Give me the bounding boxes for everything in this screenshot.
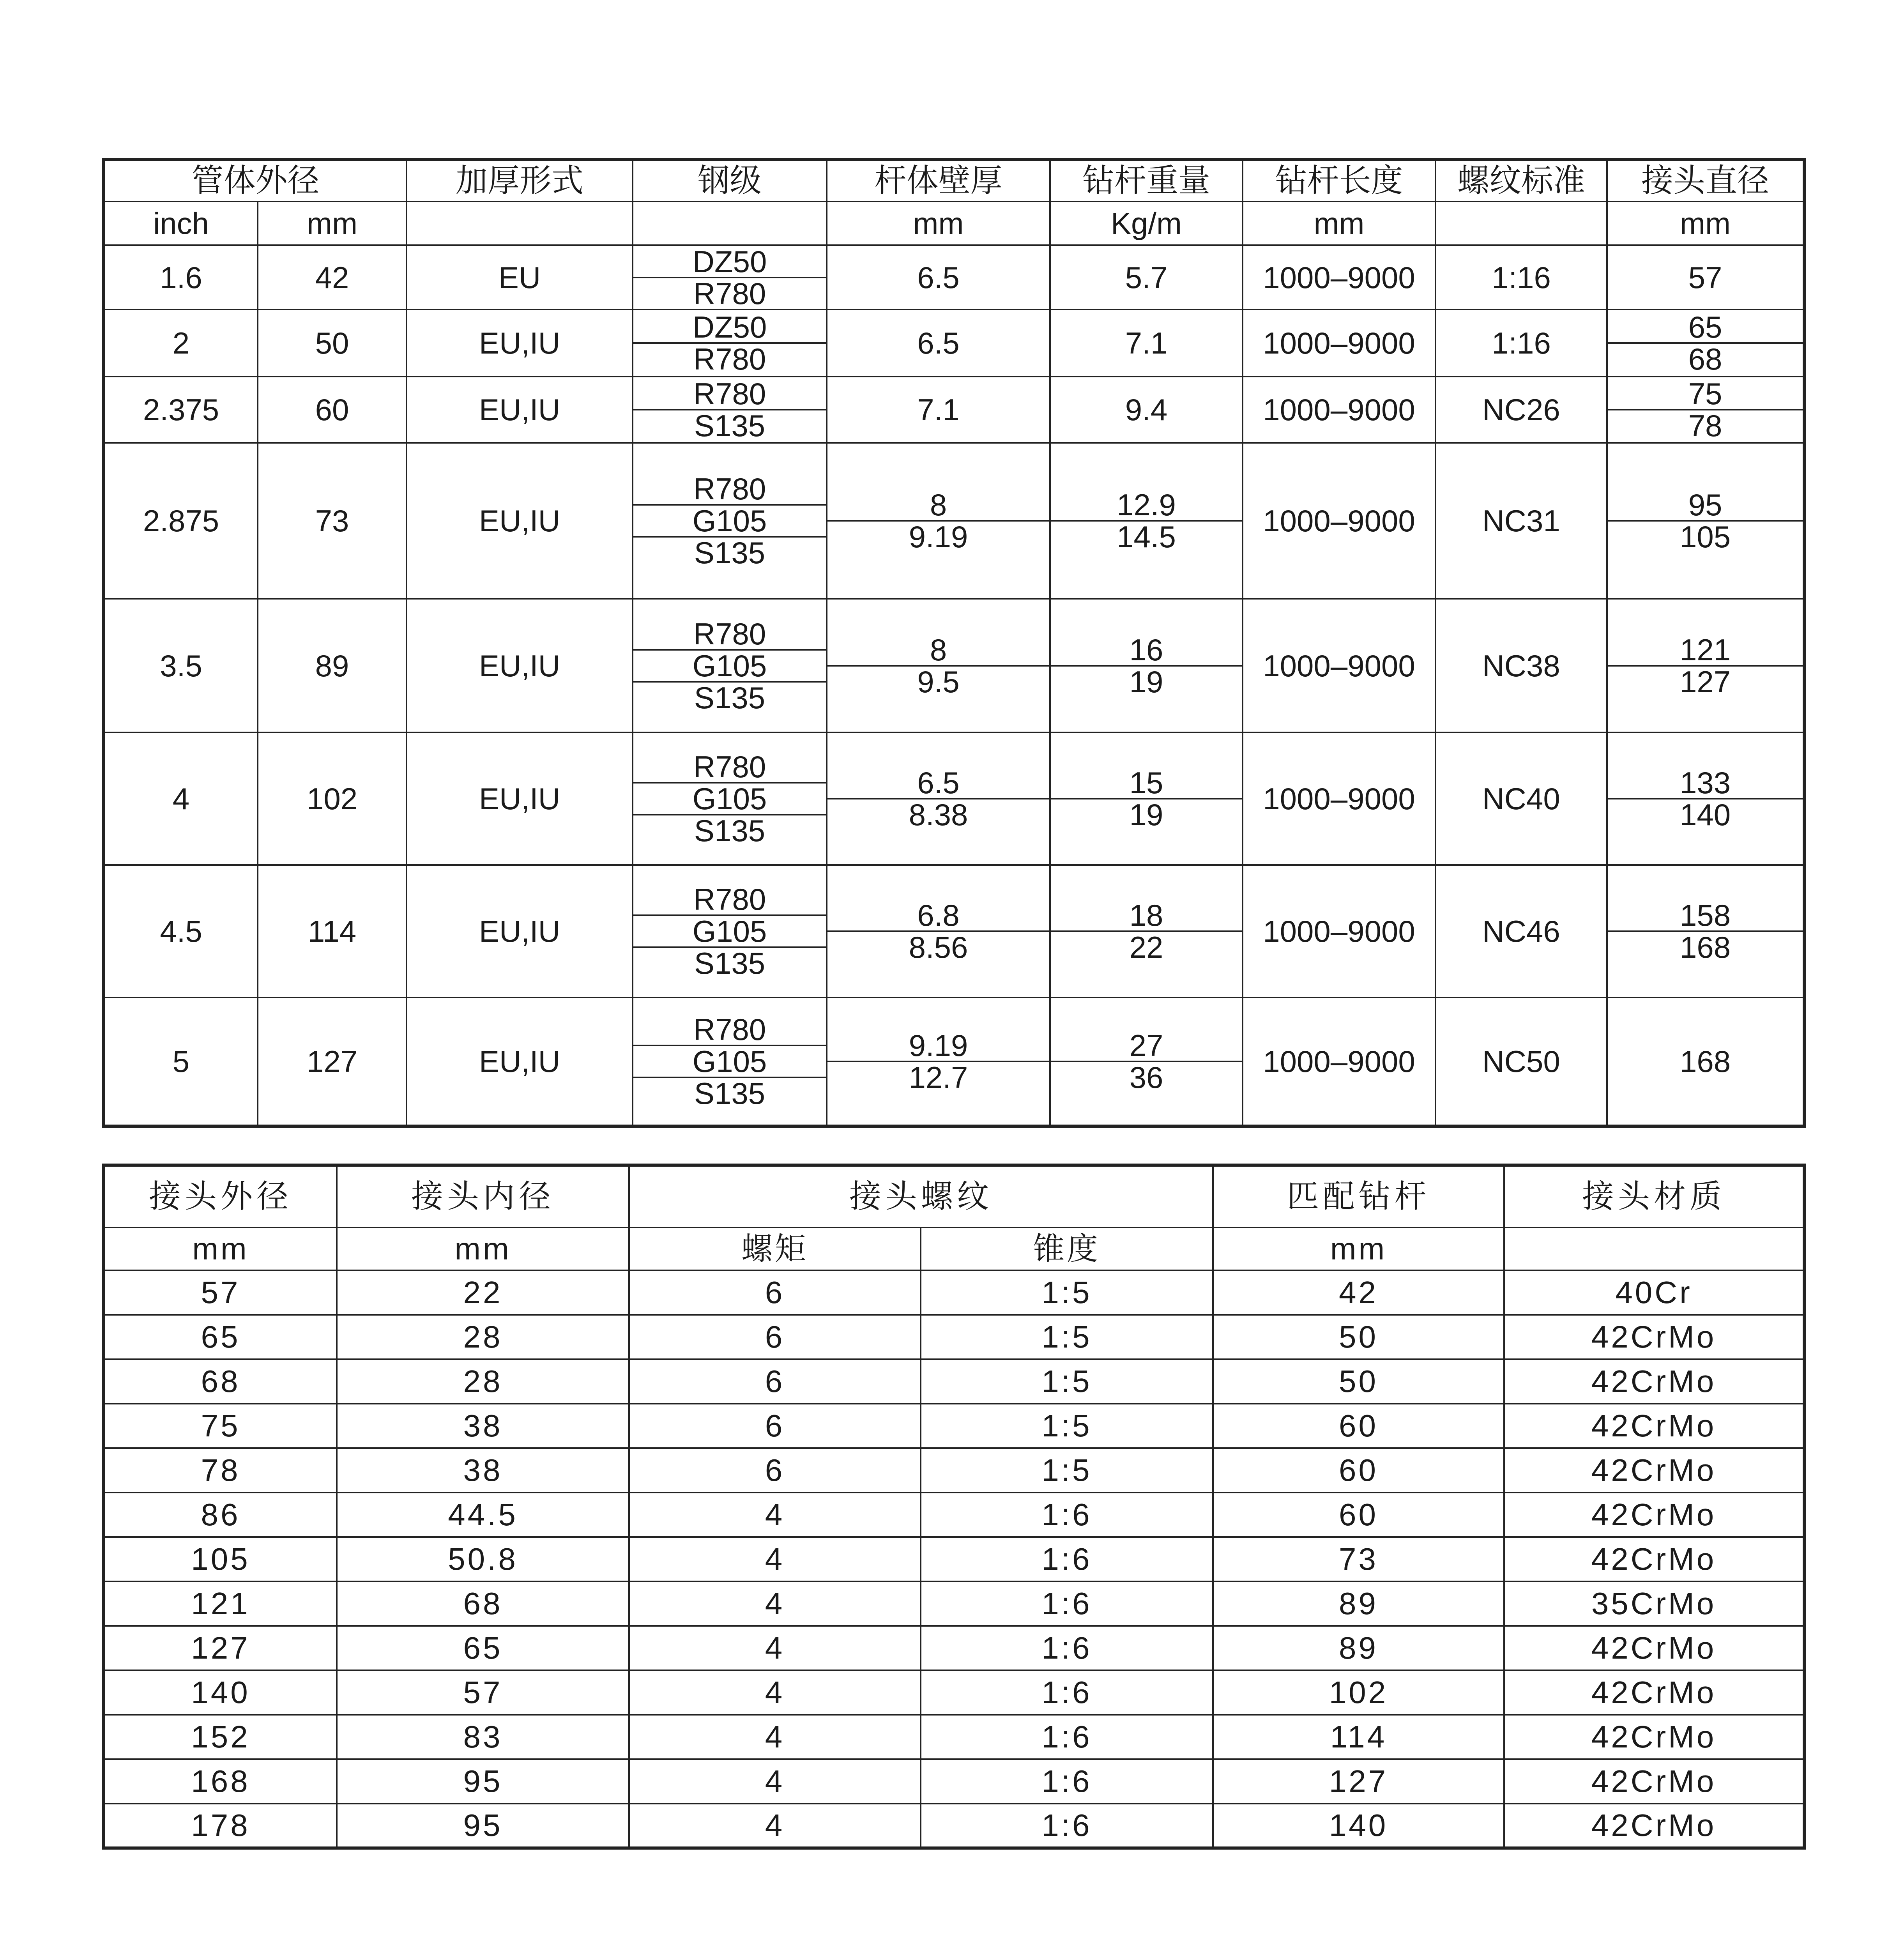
wall-thickness <box>827 865 1050 997</box>
joint-od: 75 <box>104 1404 337 1448</box>
spec-row <box>104 732 1804 865</box>
unit-cell: mm <box>1213 1227 1504 1270</box>
spec-row <box>104 310 1804 377</box>
unit-cell: inch <box>104 202 258 245</box>
spec-row <box>104 997 1804 1126</box>
unit-cell <box>1436 202 1607 245</box>
joint-material: 42CrMo <box>1504 1537 1804 1581</box>
header-pipe-weight: 钻杆重量 <box>1050 159 1243 202</box>
steel-grade-value: R780 <box>693 1012 766 1047</box>
pipe-weight-value: 19 <box>1051 798 1242 830</box>
pipe-weight-value: 9.4 <box>1125 393 1168 427</box>
spec-table-body <box>104 245 1804 1126</box>
joint-od: 68 <box>104 1359 337 1404</box>
steel-grade <box>633 865 827 997</box>
steel-grade-value: DZ50 <box>692 310 767 344</box>
joint-material: 42CrMo <box>1504 1359 1804 1404</box>
joint-row <box>104 1715 1804 1759</box>
joint-diameter-value: 105 <box>1608 520 1803 552</box>
header-pipe-od: 管体外径 <box>104 159 407 202</box>
pipe-weight <box>1050 997 1243 1126</box>
joint-row <box>104 1759 1804 1804</box>
tool-joint-table <box>102 1164 1806 1850</box>
pipe-weight <box>1050 245 1243 310</box>
pipe-od-mm: 42 <box>258 245 407 310</box>
wall-thickness-value: 6.5 <box>917 766 960 800</box>
thread-pitch: 6 <box>629 1315 921 1359</box>
joint-id: 28 <box>337 1315 629 1359</box>
upset-type: EU,IU <box>407 997 633 1126</box>
pipe-weight-value: 19 <box>1051 665 1242 697</box>
pipe-weight <box>1050 732 1243 865</box>
pipe-od-inch: 2.375 <box>104 377 258 443</box>
joint-diameter-value: 133 <box>1679 766 1731 800</box>
thread-pitch: 4 <box>629 1581 921 1626</box>
thread-standard: NC26 <box>1436 377 1607 443</box>
pipe-weight-value: 16 <box>1129 632 1163 667</box>
unit-cell: mm <box>1607 202 1804 245</box>
joint-material: 42CrMo <box>1504 1315 1804 1359</box>
thread-pitch: 4 <box>629 1493 921 1537</box>
wall-thickness-value: 8 <box>930 632 947 667</box>
steel-grade-value: R780 <box>693 750 766 784</box>
pipe-od-mm: 127 <box>258 997 407 1126</box>
joint-material: 42CrMo <box>1504 1448 1804 1493</box>
pipe-od-inch: 5 <box>104 997 258 1126</box>
unit-cell <box>407 202 633 245</box>
joint-diameter-value: 95 <box>1688 488 1722 522</box>
wall-thickness <box>827 997 1050 1126</box>
wall-thickness-value: 8.38 <box>827 798 1049 830</box>
matching-pipe: 114 <box>1213 1715 1504 1759</box>
wall-thickness <box>827 310 1050 377</box>
joint-diameter-value: 68 <box>1608 342 1803 374</box>
matching-pipe: 60 <box>1213 1493 1504 1537</box>
joint-material: 35CrMo <box>1504 1581 1804 1626</box>
pipe-weight-value: 36 <box>1051 1061 1242 1093</box>
joint-diameter-value: 127 <box>1608 665 1803 697</box>
upset-type: EU,IU <box>407 732 633 865</box>
unit-cell: mm <box>337 1227 629 1270</box>
pipe-length: 1000–9000 <box>1243 443 1436 599</box>
joint-row <box>104 1626 1804 1670</box>
pipe-weight <box>1050 310 1243 377</box>
thread-taper: 1:5 <box>921 1270 1213 1315</box>
steel-grade <box>633 443 827 599</box>
steel-grade-value: R780 <box>693 377 766 411</box>
joint-diameter-value: 168 <box>1679 1044 1731 1079</box>
joint-od: 65 <box>104 1315 337 1359</box>
pipe-od-mm: 89 <box>258 599 407 732</box>
wall-thickness <box>827 732 1050 865</box>
upset-type: EU,IU <box>407 377 633 443</box>
upset-type: EU,IU <box>407 443 633 599</box>
joint-od: 57 <box>104 1270 337 1315</box>
thread-taper: 1:5 <box>921 1448 1213 1493</box>
steel-grade-value: G105 <box>633 1045 826 1077</box>
thread-pitch: 6 <box>629 1270 921 1315</box>
joint-diameter-value: 57 <box>1688 260 1722 295</box>
joint-diameter <box>1607 245 1804 310</box>
steel-grade-value: G105 <box>633 782 826 814</box>
joint-row <box>104 1581 1804 1626</box>
unit-cell: Kg/m <box>1050 202 1243 245</box>
thread-pitch: 4 <box>629 1670 921 1715</box>
pipe-weight <box>1050 599 1243 732</box>
joint-id: 38 <box>337 1448 629 1493</box>
matching-pipe: 42 <box>1213 1270 1504 1315</box>
unit-cell: 螺矩 <box>629 1227 921 1270</box>
unit-cell <box>1504 1227 1804 1270</box>
wall-thickness-value: 6.5 <box>917 326 960 360</box>
pipe-od-mm: 50 <box>258 310 407 377</box>
pipe-weight-value: 5.7 <box>1125 260 1168 295</box>
spec-row <box>104 443 1804 599</box>
joint-id: 95 <box>337 1759 629 1804</box>
spec-table-header <box>104 159 1804 245</box>
header-joint-diameter: 接头直径 <box>1607 159 1804 202</box>
joint-row <box>104 1448 1804 1493</box>
unit-cell: mm <box>1243 202 1436 245</box>
steel-grade-value: S135 <box>633 409 826 441</box>
thread-taper: 1:5 <box>921 1315 1213 1359</box>
joint-material: 42CrMo <box>1504 1804 1804 1848</box>
upset-type: EU <box>407 245 633 310</box>
matching-pipe: 89 <box>1213 1626 1504 1670</box>
joint-diameter <box>1607 443 1804 599</box>
spec-row <box>104 599 1804 732</box>
pipe-weight <box>1050 865 1243 997</box>
joint-table-body <box>104 1270 1804 1848</box>
thread-pitch: 4 <box>629 1715 921 1759</box>
pipe-weight-value: 7.1 <box>1125 326 1168 360</box>
joint-row <box>104 1404 1804 1448</box>
steel-grade-value: DZ50 <box>692 245 767 279</box>
wall-thickness-value: 12.7 <box>827 1061 1049 1093</box>
joint-row <box>104 1315 1804 1359</box>
thread-taper: 1:6 <box>921 1493 1213 1537</box>
drill-pipe-spec-table <box>102 158 1806 1128</box>
thread-standard: NC38 <box>1436 599 1607 732</box>
thread-standard: 1:16 <box>1436 245 1607 310</box>
matching-pipe: 50 <box>1213 1359 1504 1404</box>
joint-diameter-value: 121 <box>1679 632 1731 667</box>
joint-id: 28 <box>337 1359 629 1404</box>
joint-diameter <box>1607 732 1804 865</box>
joint-id: 65 <box>337 1626 629 1670</box>
joint-id: 68 <box>337 1581 629 1626</box>
steel-grade-value: R780 <box>633 277 826 309</box>
pipe-od-inch: 3.5 <box>104 599 258 732</box>
matching-pipe: 140 <box>1213 1804 1504 1848</box>
joint-diameter-value: 75 <box>1688 377 1722 411</box>
joint-material: 42CrMo <box>1504 1759 1804 1804</box>
pipe-length: 1000–9000 <box>1243 377 1436 443</box>
steel-grade <box>633 245 827 310</box>
matching-pipe: 73 <box>1213 1537 1504 1581</box>
joint-material: 42CrMo <box>1504 1404 1804 1448</box>
thread-pitch: 4 <box>629 1626 921 1670</box>
header-pipe-length: 钻杆长度 <box>1243 159 1436 202</box>
matching-pipe: 89 <box>1213 1581 1504 1626</box>
joint-diameter-value: 140 <box>1608 798 1803 830</box>
thread-standard: 1:16 <box>1436 310 1607 377</box>
unit-cell <box>633 202 827 245</box>
pipe-length: 1000–9000 <box>1243 732 1436 865</box>
steel-grade <box>633 997 827 1126</box>
joint-od: 127 <box>104 1626 337 1670</box>
thread-standard: NC31 <box>1436 443 1607 599</box>
steel-grade-value: S135 <box>633 536 826 568</box>
matching-pipe: 60 <box>1213 1448 1504 1493</box>
spec-row <box>104 865 1804 997</box>
wall-thickness-value: 9.19 <box>827 520 1049 552</box>
steel-grade-value: G105 <box>633 504 826 536</box>
header-upset-type: 加厚形式 <box>407 159 633 202</box>
wall-thickness <box>827 599 1050 732</box>
thread-standard: NC40 <box>1436 732 1607 865</box>
steel-grade-value: G105 <box>633 914 826 946</box>
pipe-weight <box>1050 443 1243 599</box>
unit-cell: mm <box>104 1227 337 1270</box>
joint-material: 42CrMo <box>1504 1626 1804 1670</box>
spec-row <box>104 245 1804 310</box>
joint-diameter <box>1607 865 1804 997</box>
wall-thickness <box>827 245 1050 310</box>
upset-type: EU,IU <box>407 599 633 732</box>
header-matching-pipe: 匹配钻杆 <box>1213 1165 1504 1227</box>
pipe-length: 1000–9000 <box>1243 245 1436 310</box>
joint-id: 83 <box>337 1715 629 1759</box>
matching-pipe: 50 <box>1213 1315 1504 1359</box>
pipe-od-inch: 4.5 <box>104 865 258 997</box>
unit-cell: mm <box>827 202 1050 245</box>
wall-thickness-value: 9.5 <box>827 665 1049 697</box>
joint-row <box>104 1359 1804 1404</box>
thread-pitch: 6 <box>629 1359 921 1404</box>
joint-id: 22 <box>337 1270 629 1315</box>
steel-grade <box>633 732 827 865</box>
pipe-od-inch: 2.875 <box>104 443 258 599</box>
joint-row <box>104 1670 1804 1715</box>
joint-od: 86 <box>104 1493 337 1537</box>
thread-pitch: 4 <box>629 1759 921 1804</box>
pipe-weight-value: 27 <box>1129 1028 1163 1063</box>
joint-id: 38 <box>337 1404 629 1448</box>
matching-pipe: 127 <box>1213 1759 1504 1804</box>
pipe-length: 1000–9000 <box>1243 997 1436 1126</box>
spec-row <box>104 377 1804 443</box>
header-wall-thickness: 杆体壁厚 <box>827 159 1050 202</box>
steel-grade-value: S135 <box>633 1077 826 1109</box>
upset-type: EU,IU <box>407 865 633 997</box>
header-thread-standard: 螺纹标准 <box>1436 159 1607 202</box>
header-joint-thread: 接头螺纹 <box>629 1165 1213 1227</box>
thread-pitch: 4 <box>629 1804 921 1848</box>
pipe-od-mm: 102 <box>258 732 407 865</box>
joint-id: 57 <box>337 1670 629 1715</box>
thread-taper: 1:6 <box>921 1804 1213 1848</box>
pipe-weight-value: 15 <box>1129 766 1163 800</box>
joint-od: 152 <box>104 1715 337 1759</box>
unit-cell: mm <box>258 202 407 245</box>
joint-diameter-value: 158 <box>1679 898 1731 932</box>
joint-id: 44.5 <box>337 1493 629 1537</box>
joint-od: 78 <box>104 1448 337 1493</box>
joint-od: 121 <box>104 1581 337 1626</box>
thread-taper: 1:6 <box>921 1537 1213 1581</box>
joint-row <box>104 1493 1804 1537</box>
joint-od: 140 <box>104 1670 337 1715</box>
joint-material: 42CrMo <box>1504 1670 1804 1715</box>
thread-taper: 1:6 <box>921 1626 1213 1670</box>
pipe-weight-value: 12.9 <box>1117 488 1176 522</box>
matching-pipe: 102 <box>1213 1670 1504 1715</box>
pipe-weight <box>1050 377 1243 443</box>
header-joint-id: 接头内径 <box>337 1165 629 1227</box>
wall-thickness-value: 6.5 <box>917 260 960 295</box>
joint-od: 105 <box>104 1537 337 1581</box>
matching-pipe: 60 <box>1213 1404 1504 1448</box>
joint-material: 42CrMo <box>1504 1493 1804 1537</box>
thread-taper: 1:6 <box>921 1581 1213 1626</box>
pipe-length: 1000–9000 <box>1243 310 1436 377</box>
upset-type: EU,IU <box>407 310 633 377</box>
pipe-od-mm: 60 <box>258 377 407 443</box>
joint-row <box>104 1270 1804 1315</box>
pipe-od-inch: 4 <box>104 732 258 865</box>
pipe-od-inch: 2 <box>104 310 258 377</box>
pipe-weight-value: 14.5 <box>1051 520 1242 552</box>
steel-grade <box>633 377 827 443</box>
header-steel-grade: 钢级 <box>633 159 827 202</box>
joint-diameter <box>1607 599 1804 732</box>
unit-cell: 锥度 <box>921 1227 1213 1270</box>
steel-grade-value: G105 <box>633 649 826 681</box>
steel-grade-value: S135 <box>633 814 826 846</box>
thread-taper: 1:5 <box>921 1404 1213 1448</box>
joint-table-header <box>104 1165 1804 1270</box>
steel-grade <box>633 310 827 377</box>
joint-row <box>104 1537 1804 1581</box>
thread-pitch: 4 <box>629 1537 921 1581</box>
joint-diameter <box>1607 310 1804 377</box>
wall-thickness-value: 6.8 <box>917 898 960 932</box>
pipe-od-inch: 1.6 <box>104 245 258 310</box>
joint-id: 50.8 <box>337 1537 629 1581</box>
steel-grade-value: R780 <box>633 342 826 374</box>
thread-standard: NC50 <box>1436 997 1607 1126</box>
thread-taper: 1:5 <box>921 1359 1213 1404</box>
thread-taper: 1:6 <box>921 1715 1213 1759</box>
joint-od: 168 <box>104 1759 337 1804</box>
steel-grade <box>633 599 827 732</box>
wall-thickness-value: 7.1 <box>917 393 960 427</box>
steel-grade-value: R780 <box>693 616 766 651</box>
wall-thickness-value: 8 <box>930 488 947 522</box>
joint-diameter-value: 78 <box>1608 409 1803 441</box>
thread-taper: 1:6 <box>921 1759 1213 1804</box>
joint-diameter-value: 65 <box>1688 310 1722 344</box>
thread-pitch: 6 <box>629 1404 921 1448</box>
thread-taper: 1:6 <box>921 1670 1213 1715</box>
wall-thickness <box>827 377 1050 443</box>
thread-standard: NC46 <box>1436 865 1607 997</box>
wall-thickness-value: 8.56 <box>827 930 1049 962</box>
header-joint-od: 接头外径 <box>104 1165 337 1227</box>
pipe-od-mm: 114 <box>258 865 407 997</box>
thread-pitch: 6 <box>629 1448 921 1493</box>
joint-od: 178 <box>104 1804 337 1848</box>
steel-grade-value: S135 <box>633 681 826 713</box>
pipe-weight-value: 22 <box>1051 930 1242 962</box>
steel-grade-value: R780 <box>693 882 766 916</box>
joint-diameter-value: 168 <box>1608 930 1803 962</box>
pipe-weight-value: 18 <box>1129 898 1163 932</box>
joint-diameter <box>1607 997 1804 1126</box>
wall-thickness <box>827 443 1050 599</box>
joint-diameter <box>1607 377 1804 443</box>
steel-grade-value: S135 <box>633 946 826 978</box>
pipe-length: 1000–9000 <box>1243 865 1436 997</box>
joint-id: 95 <box>337 1804 629 1848</box>
pipe-od-mm: 73 <box>258 443 407 599</box>
wall-thickness-value: 9.19 <box>909 1028 968 1063</box>
steel-grade-value: R780 <box>693 472 766 506</box>
joint-row <box>104 1804 1804 1848</box>
header-joint-material: 接头材质 <box>1504 1165 1804 1227</box>
joint-material: 42CrMo <box>1504 1715 1804 1759</box>
joint-material: 40Cr <box>1504 1270 1804 1315</box>
pipe-length: 1000–9000 <box>1243 599 1436 732</box>
